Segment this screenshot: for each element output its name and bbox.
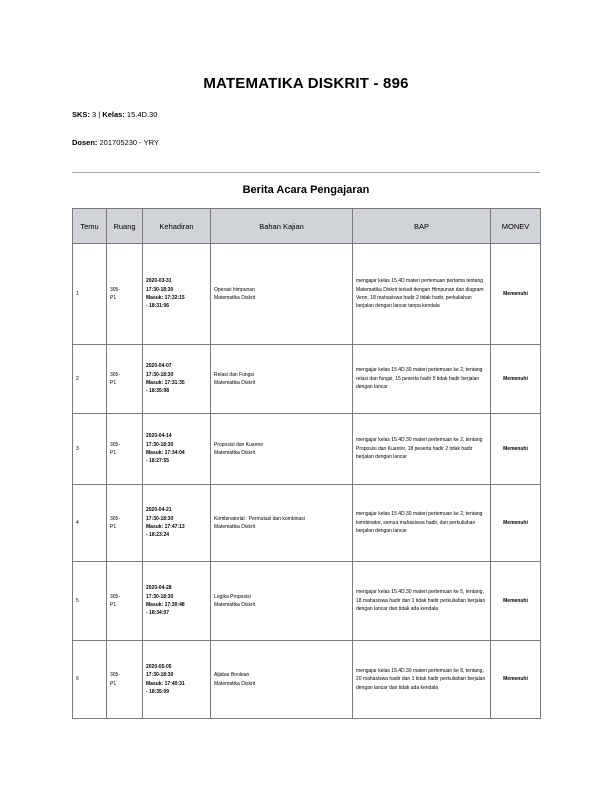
cell-kehadiran: 2020-04-21 17:30-18:30 Masuk: 17:47:13 - 18:23:24 <box>143 485 211 562</box>
header-monev: MONEV <box>491 209 541 244</box>
cell-kehadiran: 2020-04-28 17:30-18:30 Masuk: 17:30:48 - 18:34:07 <box>143 562 211 641</box>
cell-bap: mengajar kelas 15.4D.30 materi pertemuan ke 8, tentang, 20 mahasiswa hadir dan 1 tidak hadir perkuliahan berjalan dengan lancar dan tidak ada kendala <box>353 641 491 719</box>
cell-ruang: 305- P1 <box>107 244 143 345</box>
sks-label: SKS: <box>72 110 90 119</box>
cell-monev: Memenuhi <box>491 641 541 719</box>
header-bap: BAP <box>353 209 491 244</box>
table-row <box>73 345 541 414</box>
sks-value: 3 <box>92 110 97 119</box>
cell-kehadiran: 2020-04-14 17:30-18:30 Masuk: 17:34:04 - 18:27:55 <box>143 414 211 485</box>
cell-bap: mengajar kelas 15.4D.30 materi pertemuan ke 2, tentang kombinator, semua mahasiswa hadir, dan perkuliahan berjalan dengan lancar <box>353 485 491 562</box>
cell-bahan-kajian: Aljabar Boolean Matematika Diskrit <box>211 641 353 719</box>
divider <box>72 172 540 173</box>
header-temu: Temu <box>73 209 107 244</box>
table-row <box>73 485 541 562</box>
table-row <box>73 414 541 485</box>
cell-ruang: 305- P1 <box>107 641 143 719</box>
course-meta-line <box>72 110 157 119</box>
cell-monev: Memenuhi <box>491 414 541 485</box>
cell-temu: 4 <box>73 485 107 562</box>
cell-bap: mengajar kelas 15.4D.30 materi pertemuan ke 2, tentang relasi dan fungsi, 15 peserta hadir 5 tidak hadir berjalan dengan lancar <box>353 345 491 414</box>
page-title: MATEMATIKA DISKRIT - 896 <box>203 75 409 92</box>
meta-separator: | <box>96 110 103 119</box>
cell-temu: 1 <box>73 244 107 345</box>
cell-temu: 3 <box>73 414 107 485</box>
cell-monev: Memenuhi <box>491 345 541 414</box>
dosen-value: 201705230 - YRY <box>99 138 159 147</box>
table-header-row <box>73 209 541 244</box>
header-ruang: Ruang <box>107 209 143 244</box>
cell-ruang: 305- P1 <box>107 414 143 485</box>
kelas-value: 15.4D.30 <box>126 110 158 119</box>
cell-bahan-kajian: Kombinatorial : Permutasi dan kombinasi Matematika Diskrit <box>211 485 353 562</box>
lecturer-line <box>72 138 159 147</box>
cell-ruang: 305- P1 <box>107 485 143 562</box>
cell-monev: Memenuhi <box>491 244 541 345</box>
cell-bahan-kajian: Proposisi dan Kuantor Matematika Diskrit <box>211 414 353 485</box>
table-row <box>73 641 541 719</box>
cell-monev: Memenuhi <box>491 485 541 562</box>
cell-monev: Memenuhi <box>491 562 541 641</box>
kelas-label: Kelas: <box>102 110 125 119</box>
cell-temu: 6 <box>73 641 107 719</box>
cell-bap: mengajar kelas 15.4D materi pertemuan pertama tentang Matematika Diskrit terkait dengan Himpunan dan diagram Venn, 18 mahasiswa hadir 2 tidak hadir, perkuliahan berjalan dengan lancar tanpa kendala <box>353 244 491 345</box>
cell-ruang: 305- P1 <box>107 345 143 414</box>
cell-bahan-kajian: Relasi dan Fungsi Matematika Diskrit <box>211 345 353 414</box>
bap-table <box>72 208 541 719</box>
cell-bap: mengajar kelas 15.4D.30 materi pertemuan ke 2, tentang Proposisi dan Kuantor, 18 peserta hadir 2 tidak hadir berjalan dengan lancar <box>353 414 491 485</box>
header-kehadiran: Kehadiran <box>143 209 211 244</box>
cell-kehadiran: 2020-03-31 17:30-18:30 Masuk: 17:32:15 - 18:31:06 <box>143 244 211 345</box>
cell-temu: 5 <box>73 562 107 641</box>
cell-ruang: 305- P1 <box>107 562 143 641</box>
section-title: Berita Acara Pengajaran <box>242 184 370 196</box>
dosen-label: Dosen: <box>72 138 98 147</box>
cell-kehadiran: 2020-05-05 17:30-18:30 Masuk: 17:40:31 - 18:35:09 <box>143 641 211 719</box>
cell-kehadiran: 2020-04-07 17:30-18:30 Masuk: 17:31:35 - 18:35:08 <box>143 345 211 414</box>
cell-temu: 2 <box>73 345 107 414</box>
table-row <box>73 244 541 345</box>
cell-bahan-kajian: Operasi himpunan Matematika Diskrit <box>211 244 353 345</box>
header-bahan-kajian: Bahan Kajian <box>211 209 353 244</box>
cell-bap: mengajar kelas 15.4D.30 materi pertemuan ke 5, tentang, 18 mahasiswa hadir dan 1 tidak hadir perkuliahan berjalan dengan lancar dan tidak ada kendala <box>353 562 491 641</box>
table-row <box>73 562 541 641</box>
cell-bahan-kajian: Logika Proposisi Matematika Diskrit <box>211 562 353 641</box>
